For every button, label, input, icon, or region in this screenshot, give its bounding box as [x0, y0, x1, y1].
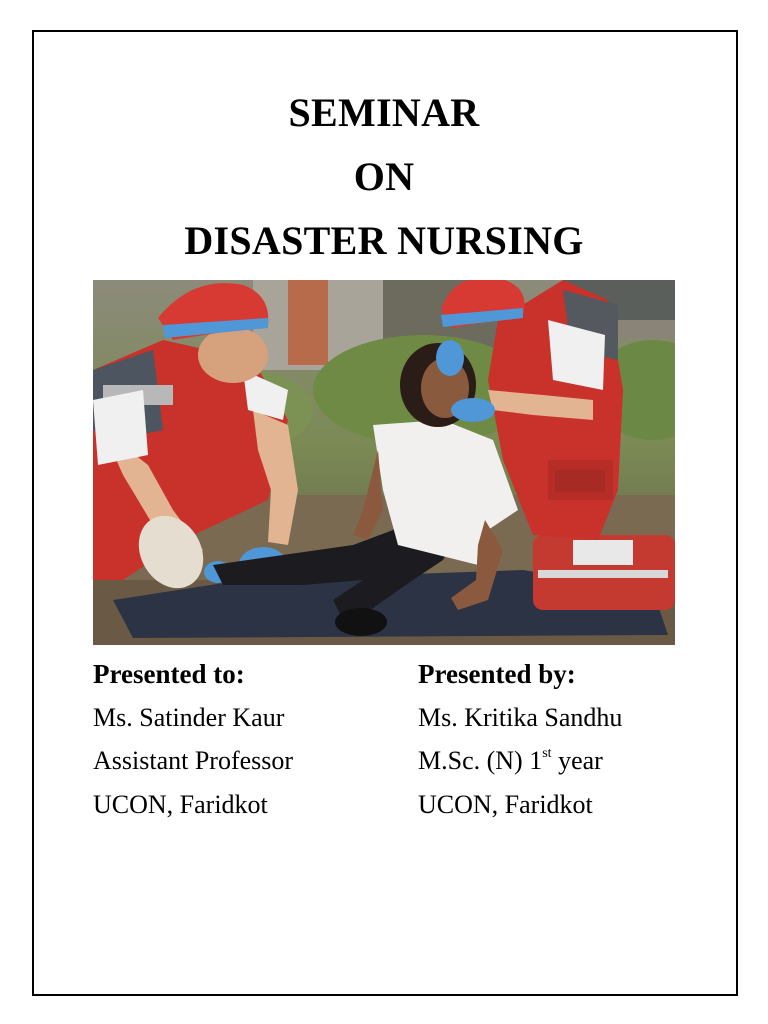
title-line-seminar: SEMINAR — [288, 90, 480, 135]
presented-by-block — [418, 654, 622, 825]
presented-to-block — [93, 654, 293, 825]
presented-to-institution: UCON, Faridkot — [93, 789, 268, 819]
title-line-topic: DISASTER NURSING — [184, 218, 584, 263]
presented-by-name: Ms. Kritika Sandhu — [418, 702, 623, 732]
course-suffix: year — [551, 746, 603, 775]
course-ordinal-suffix: st — [542, 746, 552, 761]
presented-to-name: Ms. Satinder Kaur — [93, 702, 285, 732]
presented-to-designation: Assistant Professor — [93, 746, 294, 775]
title-line-on: ON — [353, 154, 415, 199]
presented-by-institution: UCON, Faridkot — [418, 789, 593, 819]
presented-to-heading: Presented to: — [93, 659, 245, 689]
paramedics-photo — [93, 280, 675, 645]
course-prefix: M.Sc. (N) 1 — [418, 746, 543, 775]
presented-by-course — [418, 741, 622, 781]
presented-by-heading: Presented by: — [418, 659, 576, 689]
